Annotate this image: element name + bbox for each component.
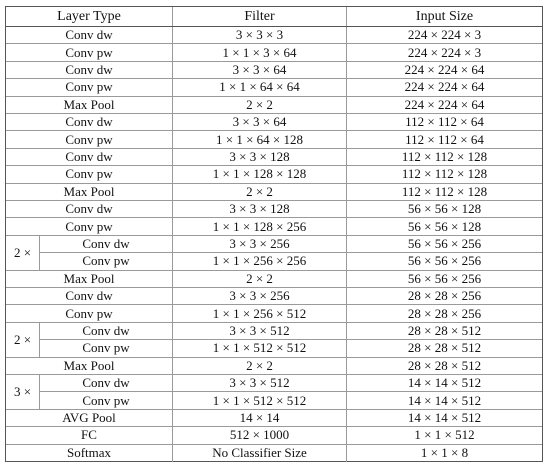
layer-type-cell: Conv pw: [40, 253, 173, 269]
table-row: [6, 62, 542, 79]
table-row: [6, 218, 542, 235]
filter-cell: 1 × 1 × 512 × 512: [173, 340, 347, 356]
input-size-cell: 56 × 56 × 256: [407, 253, 482, 269]
layer-type-cell: Conv dw: [6, 201, 173, 217]
filter-cell: 3 × 3 × 64: [173, 114, 347, 130]
table-row: [6, 253, 542, 270]
layer-type-cell: Conv pw: [6, 79, 173, 95]
table-row: [6, 166, 542, 183]
layer-type-cell: Conv dw: [40, 236, 173, 252]
input-size-cell: 224 × 224 × 3: [407, 27, 482, 43]
table-row: [6, 375, 542, 392]
input-size-cell: 112 × 112 × 128: [401, 183, 488, 199]
layer-type-cell: Conv pw: [6, 131, 173, 147]
filter-cell: 2 × 2: [173, 97, 347, 113]
header-filter: Filter: [173, 7, 347, 26]
layer-type-cell: Conv pw: [6, 44, 173, 60]
layer-type-cell: Max Pool: [6, 358, 173, 374]
input-size-cell: 224 × 224 × 64: [404, 61, 485, 77]
layer-type-cell: Conv dw: [6, 27, 173, 43]
layer-type-cell: Conv dw: [6, 288, 173, 304]
filter-cell: 1 × 1 × 3 × 64: [173, 44, 347, 60]
input-size-cell: 28 × 28 × 512: [407, 322, 482, 338]
table-row: [6, 79, 542, 96]
layer-type-cell: Conv pw: [6, 166, 173, 182]
input-size-cell: 224 × 224 × 64: [404, 79, 485, 95]
filter-cell: 1 × 1 × 256 × 256: [173, 253, 347, 269]
input-size-cell: 14 × 14 × 512: [407, 392, 482, 408]
input-size-cell: 28 × 28 × 256: [407, 288, 482, 304]
filter-cell: 3 × 3 × 256: [173, 288, 347, 304]
table-row: [6, 131, 542, 148]
input-size-cell: 1 × 1 × 8: [420, 445, 469, 461]
layer-type-cell: Conv dw: [6, 62, 173, 78]
table-row: [6, 340, 542, 357]
table-row: [6, 27, 542, 44]
layer-type-cell: AVG Pool: [6, 410, 173, 426]
table-row: [6, 427, 542, 444]
filter-cell: 2 × 2: [173, 271, 347, 287]
table-row: [6, 236, 542, 253]
table-row: [6, 271, 542, 288]
filter-cell: 1 × 1 × 64 × 128: [173, 131, 347, 147]
input-size-cell: 112 × 112 × 64: [405, 131, 484, 147]
table-row: [6, 358, 542, 375]
input-size-cell: 112 × 112 × 64: [405, 114, 484, 130]
layer-type-cell: Softmax: [6, 445, 173, 462]
filter-cell: 1 × 1 × 128 × 256: [173, 218, 347, 234]
table-row: [6, 323, 542, 340]
layer-type-cell: Conv dw: [6, 149, 173, 165]
layer-type-cell: Max Pool: [6, 271, 173, 287]
input-size-cell: 56 × 56 × 128: [407, 218, 482, 234]
input-size-cell: 224 × 224 × 3: [407, 44, 482, 60]
input-size-cell: 112 × 112 × 128: [401, 148, 488, 164]
table-row: [6, 149, 542, 166]
filter-cell: 2 × 2: [173, 358, 347, 374]
table-row: [6, 114, 542, 131]
input-size-cell: 28 × 28 × 512: [407, 357, 482, 373]
filter-cell: 3 × 3 × 64: [173, 62, 347, 78]
table-row: [6, 184, 542, 201]
layer-table: [5, 6, 543, 462]
input-size-cell: 224 × 224 × 64: [404, 96, 485, 112]
layer-type-cell: Conv pw: [6, 218, 173, 234]
repeat-multiplier-label: 2 ×: [6, 323, 40, 357]
input-size-cell: 28 × 28 × 256: [407, 305, 482, 321]
input-size-cell: 28 × 28 × 512: [407, 340, 482, 356]
repeat-multiplier-label: 3 ×: [6, 375, 40, 409]
filter-cell: 3 × 3 × 3: [173, 27, 347, 43]
input-size-cell: 112 × 112 × 128: [401, 166, 488, 182]
filter-cell: 3 × 3 × 512: [173, 323, 347, 339]
table-row: [6, 288, 542, 305]
layer-type-cell: Conv pw: [6, 305, 173, 321]
filter-cell: 1 × 1 × 512 × 512: [173, 392, 347, 408]
table-row: [6, 392, 542, 409]
table-row: [6, 97, 542, 114]
filter-cell: 1 × 1 × 256 × 512: [173, 305, 347, 321]
header-layer-type: Layer Type: [6, 7, 173, 26]
table-row: [6, 410, 542, 427]
table-row: [6, 201, 542, 218]
filter-cell: 1 × 1 × 64 × 64: [173, 79, 347, 95]
input-size-cell: 56 × 56 × 256: [407, 270, 482, 286]
filter-cell: 14 × 14: [173, 410, 347, 426]
layer-type-cell: Conv dw: [6, 114, 173, 130]
input-size-cell: 1 × 1 × 512: [414, 427, 475, 443]
filter-cell: 3 × 3 × 128: [173, 201, 347, 217]
layer-type-cell: Max Pool: [6, 97, 173, 113]
table-row: [6, 305, 542, 322]
filter-cell: 1 × 1 × 128 × 128: [173, 166, 347, 182]
input-size-cell: 14 × 14 × 512: [407, 409, 482, 425]
header-input-size: Input Size: [415, 8, 474, 24]
input-size-cell: 14 × 14 × 512: [407, 375, 482, 391]
filter-cell: 2 × 2: [173, 184, 347, 200]
filter-cell: 3 × 3 × 128: [173, 149, 347, 165]
layer-type-cell: Conv pw: [40, 392, 173, 408]
layer-type-cell: FC: [6, 427, 173, 443]
filter-cell: No Classifier Size: [173, 445, 347, 462]
table-row: [6, 445, 542, 462]
input-size-cell: 56 × 56 × 256: [407, 235, 482, 251]
layer-type-cell: Max Pool: [6, 184, 173, 200]
input-size-cell: 56 × 56 × 128: [407, 201, 482, 217]
layer-type-cell: Conv dw: [40, 323, 173, 339]
table-header-row: [6, 7, 542, 27]
layer-type-cell: Conv pw: [40, 340, 173, 356]
repeat-multiplier-label: 2 ×: [6, 236, 40, 270]
layer-type-cell: Conv dw: [40, 375, 173, 391]
filter-cell: 3 × 3 × 512: [173, 375, 347, 391]
filter-cell: 512 × 1000: [173, 427, 347, 443]
filter-cell: 3 × 3 × 256: [173, 236, 347, 252]
table-row: [6, 44, 542, 61]
